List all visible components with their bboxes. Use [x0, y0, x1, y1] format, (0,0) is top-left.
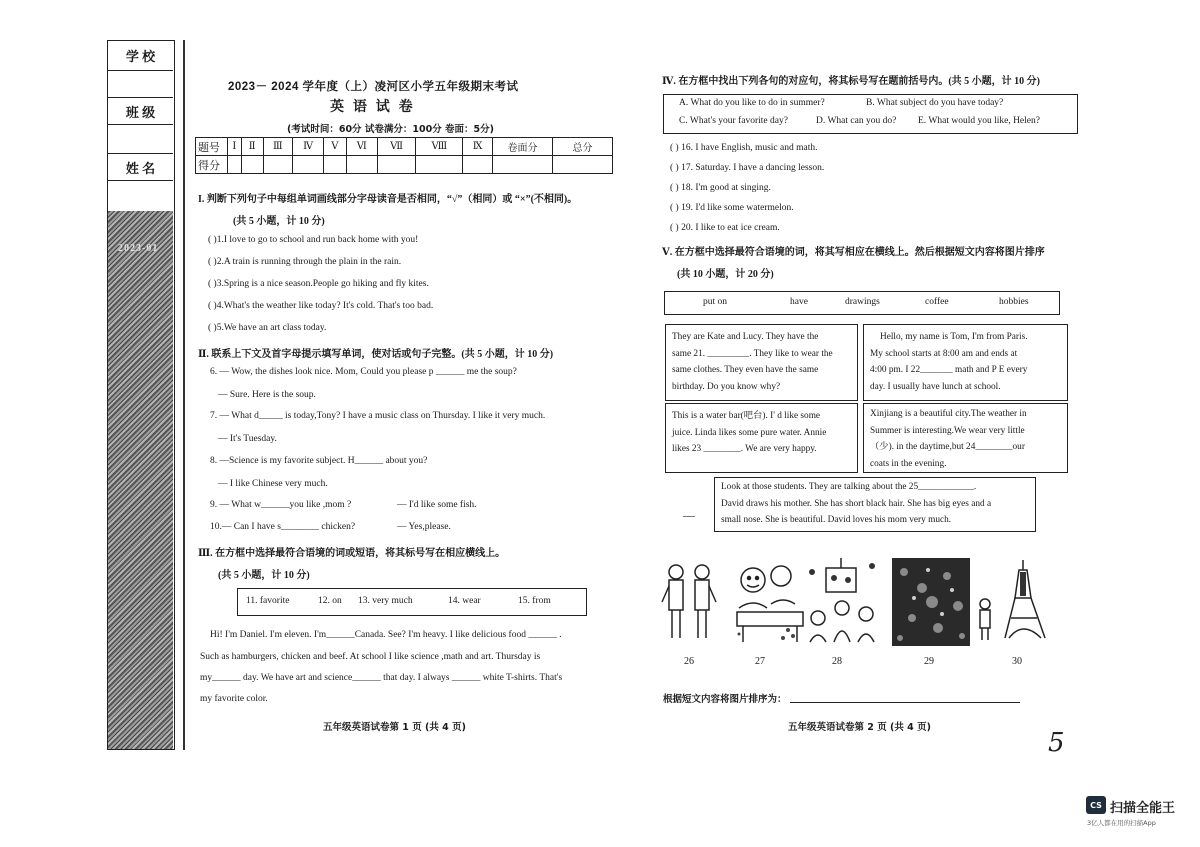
answer-option: D. What can you do?: [816, 116, 897, 126]
section1-heading: I. 判断下列句子中每组单词画线部分字母读音是否相同，“√”（相同）或 “×”(不相同)。: [198, 194, 578, 205]
answer-options-box: [663, 94, 1078, 134]
score-input-cell[interactable]: [553, 156, 613, 174]
score-input-cell[interactable]: [263, 156, 293, 174]
word-option: 11. favorite: [246, 596, 290, 606]
passage-line: This is a water bar(吧台). I' d like some: [672, 411, 821, 421]
answer-option: C. What's your favorite day?: [679, 116, 788, 126]
word-bank-box: [664, 291, 1060, 315]
score-input-cell[interactable]: [416, 156, 463, 174]
word-bank-item: drawings: [845, 297, 880, 307]
score-input-cell[interactable]: [463, 156, 493, 174]
passage-line: My school starts at 8:00 am and ends at: [870, 348, 1018, 359]
passage-line: day. I usually have lunch at school.: [870, 381, 1001, 392]
score-cell: Ⅳ: [293, 138, 324, 156]
passage-line: same clothes. They even have the same: [672, 365, 819, 375]
student-info-column: [107, 40, 175, 750]
score-cell: Ⅱ: [241, 138, 263, 156]
section3-count: (共 5 小题，计 10 分): [218, 570, 310, 581]
passage-line: coats in the evening.: [870, 458, 947, 469]
scanner-logo-icon: CS: [1086, 796, 1106, 814]
passage-line: my______ day. We have art and science______ that day. I always ______ white T-shirts. That's: [200, 673, 563, 683]
score-input-cell[interactable]: [293, 156, 324, 174]
passage-text: [870, 406, 1027, 472]
section2-heading: Ⅱ. 联系上下文及首字母提示填写单词，使对话或句子完整。(共 5 小题，计 10 分): [198, 349, 554, 360]
page2-footer: 五年级英语试卷第 2 页 (共 4 页): [788, 722, 931, 733]
exam-info: (考试时间：60分 试卷满分：100分 卷面：5分): [287, 124, 494, 135]
picture-water-bar: [733, 558, 808, 646]
picture-number: 26: [684, 656, 694, 667]
score-input-cell[interactable]: [323, 156, 346, 174]
score-cell: Ⅸ: [463, 138, 493, 156]
score-cell: Ⅲ: [263, 138, 293, 156]
score-input-cell[interactable]: [493, 156, 553, 174]
score-input-cell[interactable]: [241, 156, 263, 174]
passage-line: same 21. _________. They like to wear the: [672, 348, 833, 359]
order-prompt: 根据短文内容将图片排序为：: [663, 694, 787, 705]
score-cell: Ⅶ: [377, 138, 416, 156]
passage-line: Summer is interesting.We wear very little: [870, 425, 1025, 436]
question-line: ( )3.Spring is a nice season.People go hiking and fly kites.: [208, 279, 429, 289]
word-bank-item: coffee: [925, 297, 949, 307]
scanner-app-name: 扫描全能王: [1110, 801, 1176, 816]
word-option: 14. wear: [448, 596, 481, 606]
word-options-box: [237, 588, 587, 616]
score-input-cell[interactable]: [346, 156, 377, 174]
picture-number: 29: [924, 656, 934, 667]
order-answer-line[interactable]: [790, 702, 1020, 703]
question-line: 8. —Science is my favorite subject. H______ about you?: [210, 456, 428, 466]
class-field: [108, 125, 173, 153]
answer-option: A. What do you like to do in summer?: [679, 98, 825, 108]
passage-box-e: [714, 477, 1036, 532]
exam-subtitle: 英 语 试 卷: [330, 99, 415, 115]
score-cell: Ⅴ: [323, 138, 346, 156]
hatched-seal-strip: [108, 211, 173, 749]
question-line: ( )1.I love to go to school and run back home with you!: [208, 235, 419, 245]
score-cell: Ⅰ: [228, 138, 242, 156]
passage-line: Hello, my name is Tom, I'm from Paris.: [880, 332, 1028, 342]
question-line: ( ) 18. I'm good at singing.: [670, 183, 771, 193]
answer-option: B. What subject do you have today?: [866, 98, 1004, 108]
section3-heading: Ⅲ. 在方框中选择最符合语境的词或短语，将其标号写在相应横线上。: [198, 548, 506, 559]
passage-line: Look at those students. They are talking about the 25____________.: [721, 482, 977, 492]
question-line: ( )4.What's the weather like today? It's cold. That's too bad.: [208, 301, 434, 311]
score-table-score-row: [196, 156, 613, 174]
passage-text: [870, 329, 1028, 395]
word-bank-item: hobbies: [999, 297, 1029, 307]
score-cell: Ⅷ: [416, 138, 463, 156]
word-option: 13. very much: [358, 596, 413, 606]
picture-number: 30: [1012, 656, 1022, 667]
passage-line: juice. Linda likes some pure water. Annie: [672, 427, 827, 438]
school-field: [108, 71, 173, 99]
passage-line: birthday. Do you know why?: [672, 381, 781, 392]
passage-box-a: [665, 324, 858, 401]
passage-line: Such as hamburgers, chicken and beef. At school I like science ,math and art. Thursday is: [200, 652, 541, 662]
answer-option: E. What would you like, Helen?: [918, 116, 1040, 126]
answer-line: — I like Chinese very much.: [218, 479, 328, 489]
question-line: ( ) 16. I have English, music and math.: [670, 143, 818, 153]
section1-count: (共 5 小题，计 10 分): [233, 216, 325, 227]
passage-line: They are Kate and Lucy. They have the: [672, 332, 819, 342]
passage-text: [721, 479, 991, 529]
scanner-tagline: 3亿人都在用的扫描App: [1087, 819, 1156, 827]
score-row-label: 得分: [196, 156, 228, 174]
passage-text: [672, 408, 826, 458]
question-line: ( ) 19. I'd like some watermelon.: [670, 203, 794, 213]
word-option: 15. from: [518, 596, 551, 606]
handwritten-score: 5: [1048, 728, 1065, 758]
picture-winter-coats: [892, 558, 970, 646]
score-cell: 总分: [553, 138, 613, 156]
picture-twins: [660, 558, 720, 646]
question-line: ( )5.We have an art class today.: [208, 323, 327, 333]
passage-text: [672, 329, 833, 395]
question-line: 10.— Can I have s________ chicken?: [210, 522, 356, 532]
passage-line: my favorite color.: [200, 694, 268, 704]
passage-line: David draws his mother. She has short black hair. She has big eyes and a: [721, 498, 992, 509]
question-line: ( )2.A train is running through the plain in the rain.: [208, 257, 402, 267]
word-bank-item: have: [790, 297, 808, 307]
passage-line: small nose. She is beautiful. David loves his mom very much.: [721, 515, 952, 525]
answer-line: — Yes,please.: [397, 522, 451, 532]
seal-watermark: 2023-01: [118, 243, 159, 254]
answer-line: — It's Tuesday.: [218, 434, 277, 444]
score-table: [195, 137, 613, 174]
passage-line: （少). in the daytime,but 24________our: [870, 442, 1025, 452]
class-label: 班 级: [108, 97, 173, 125]
answer-line: — Sure. Here is the soup.: [218, 390, 316, 400]
passage-line: likes 23 ________. We are very happy.: [672, 444, 817, 454]
binding-line: [183, 40, 185, 750]
score-input-cell[interactable]: [228, 156, 242, 174]
picture-classroom: [806, 558, 878, 646]
picture-number: 27: [755, 656, 765, 667]
passage-line: 4:00 pm. I 22_______ math and P E every: [870, 365, 1028, 375]
school-label: 学 校: [108, 41, 173, 71]
section4-heading: Ⅳ. 在方框中找出下列各句的对应句，将其标号写在题前括号内。(共 5 小题，计 10 分): [662, 76, 1041, 87]
score-cell: 卷面分: [493, 138, 553, 156]
name-label: 姓 名: [108, 153, 173, 181]
picture-eiffel-tower: [975, 558, 1057, 646]
score-cell: Ⅵ: [346, 138, 377, 156]
word-bank-item: put on: [703, 297, 728, 307]
picture-number: 28: [832, 656, 842, 667]
question-line: ( ) 20. I like to eat ice cream.: [670, 223, 780, 233]
passage-box-d: [863, 403, 1068, 473]
passage-box-c: [665, 403, 858, 473]
question-line: 7. — What d_____ is today,Tony? I have a music class on Thursday. I like it very much.: [210, 411, 546, 421]
question-line: ( ) 17. Saturday. I have a dancing lesson.: [670, 163, 825, 173]
score-cell: 题号: [196, 138, 228, 156]
passage-line: Xinjiang is a beautiful city.The weather in: [870, 409, 1027, 419]
word-option: 12. on: [318, 596, 342, 606]
question-line: 6. — Wow, the dishes look nice. Mom, Could you please p ______ me the soup?: [210, 367, 517, 377]
question-line: 9. — What w______you like ,mom ?: [210, 500, 352, 510]
page1-footer: 五年级英语试卷第 1 页 (共 4 页): [323, 722, 466, 733]
section5-count: (共 10 小题，计 20 分): [677, 269, 774, 280]
section5-heading: Ⅴ. 在方框中选择最符合语境的词，将其写相应在横线上。然后根据短文内容将图片排序: [662, 247, 1045, 258]
passage-line: Hi! I'm Daniel. I'm eleven. I'm______Canada. See? I'm heavy. I like delicious food ______ .: [210, 630, 562, 640]
passage-box-b: [863, 324, 1068, 401]
dash-mark: —: [683, 508, 695, 522]
answer-line: — I'd like some fish.: [397, 500, 477, 510]
exam-title: 2023－ 2024 学年度（上）凌河区小学五年级期末考试: [228, 81, 519, 93]
score-table-header-row: [196, 138, 613, 156]
score-input-cell[interactable]: [377, 156, 416, 174]
